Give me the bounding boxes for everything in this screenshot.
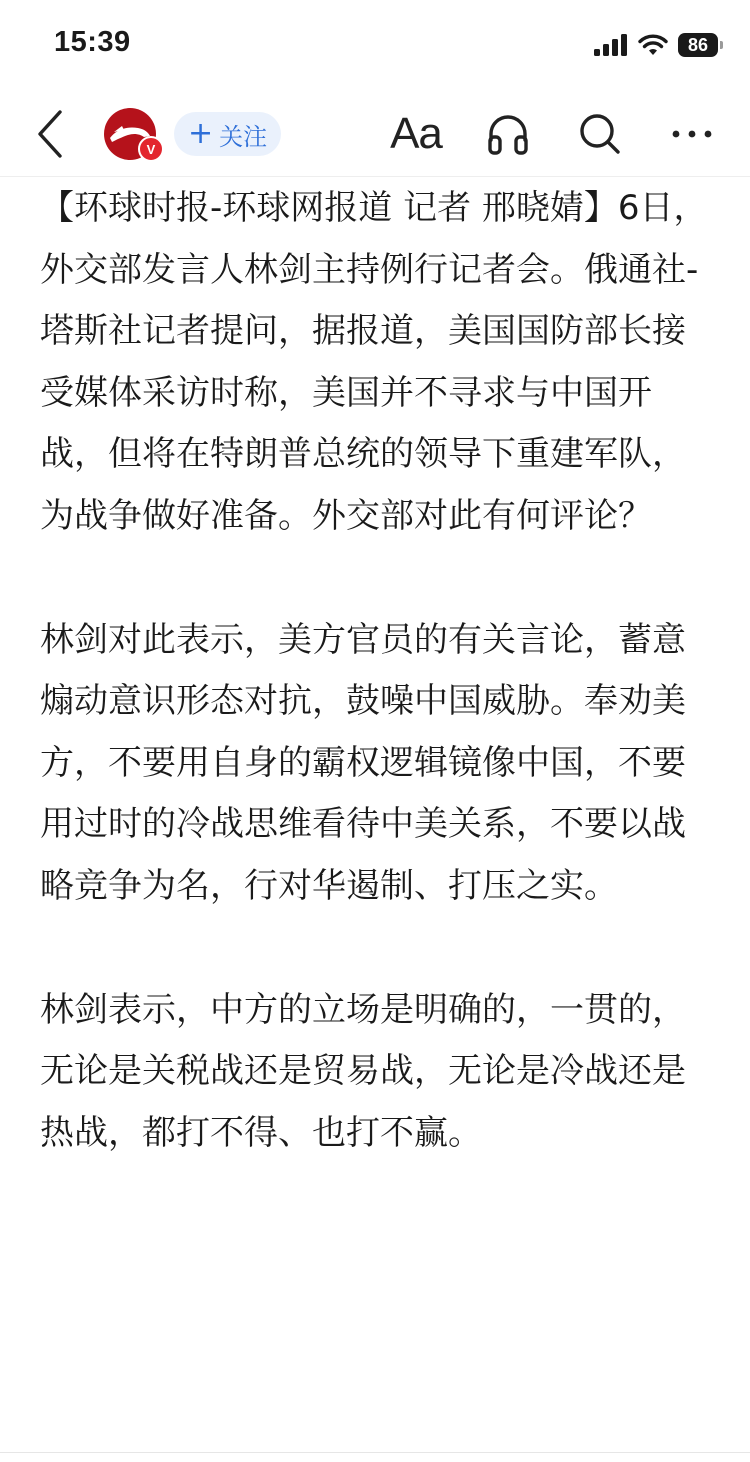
article-paragraph: 林剑表示，中方的立场是明确的，一贯的，无论是关税战还是贸易战，无论是冷战还是热战，都打不得、也打不赢。 (40, 989, 686, 1153)
divider (0, 1452, 750, 1453)
back-button[interactable] (30, 108, 74, 160)
search-button[interactable] (572, 106, 628, 162)
font-size-button[interactable] (388, 106, 444, 162)
back-chevron-icon (30, 108, 74, 160)
verified-badge: V (138, 136, 164, 162)
wifi-icon (638, 34, 668, 56)
follow-button[interactable] (174, 112, 281, 156)
more-icon (670, 128, 714, 140)
nav-bar (0, 92, 750, 177)
nav-tools (388, 106, 720, 162)
follow-label: 关注 (219, 122, 268, 151)
status-icons (594, 30, 718, 60)
battery-indicator (678, 33, 718, 57)
listen-button[interactable] (480, 106, 536, 162)
search-icon (576, 110, 624, 158)
status-bar (0, 0, 750, 90)
battery-level: 86 (687, 34, 709, 55)
more-button[interactable] (664, 106, 720, 162)
article-paragraph: 【环球时报-环球网报道 记者 邢晓婧】6日，外交部发言人林剑主持例行记者会。俄通社-塔斯社记者提问，据报道，美国国防部长接受媒体采访时称，美国并不寻求与中国开战，但将在特朗普总统的领导下重建军队，为战争做好准备。外交部对此有何评论？ (40, 188, 708, 536)
status-time: 15:39 (54, 26, 131, 58)
paragraph-spacer (40, 918, 710, 980)
signal-icon (594, 34, 628, 56)
font-size-icon: Aa (390, 109, 442, 158)
article-paragraph: 林剑对此表示，美方官员的有关言论，蓄意煽动意识形态对抗，鼓噪中国威胁。奉劝美方，不要用自身的霸权逻辑镜像中国，不要用过时的冷战思维看待中美关系，不要以战略竞争为名，行对华遏制、打压之实。 (40, 619, 686, 906)
paragraph-spacer (40, 548, 710, 610)
article-body (40, 178, 710, 1164)
headphones-icon (484, 110, 532, 158)
plus-icon: + (188, 116, 214, 151)
